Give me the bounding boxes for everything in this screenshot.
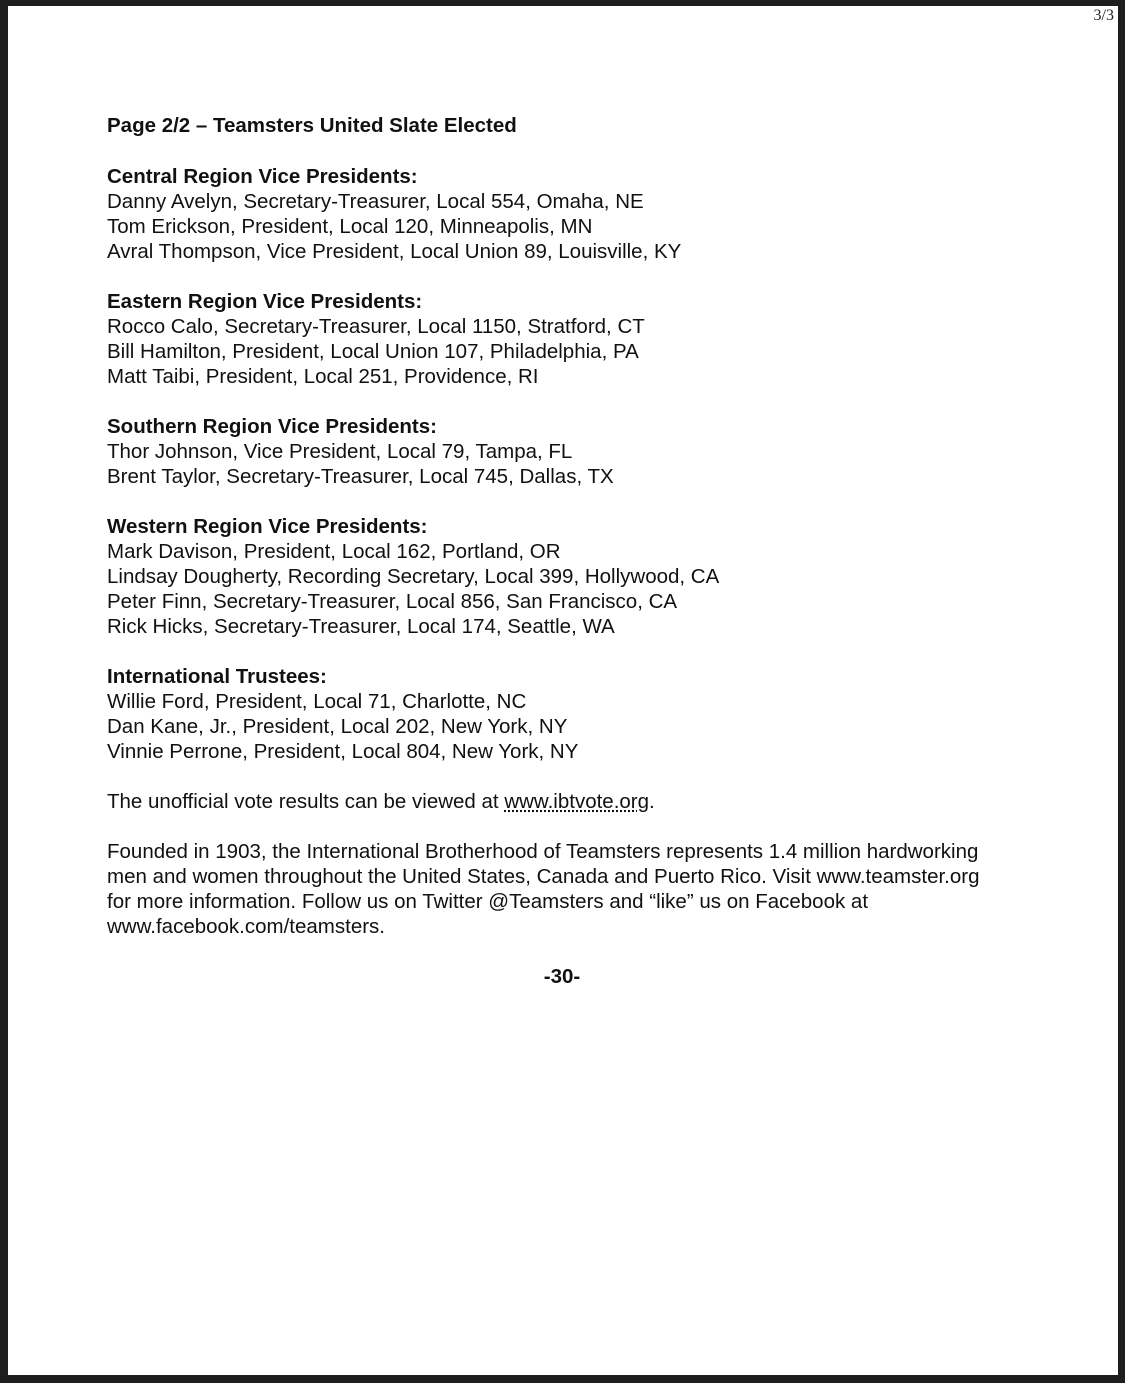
about-paragraph: Founded in 1903, the International Brotherhood of Teamsters represents 1.4 million hardworking men and women throughout the United States, Canada and Puerto Rico. Visit www.teamster.org for more information. Follow us on Twitter @Teamsters and “like” us on Facebook at www.facebook.com/teamsters. [107,840,980,938]
section-central-region [107,164,1007,264]
section-southern-region [107,414,1007,489]
list-item: Bill Hamilton, President, Local Union 107, Philadelphia, PA [107,340,639,363]
section-heading: Eastern Region Vice Presidents: [107,290,423,313]
document-page [8,6,1118,1375]
list-item: Peter Finn, Secretary-Treasurer, Local 856, San Francisco, CA [107,590,678,613]
section-eastern-region [107,289,1007,389]
list-item: Thor Johnson, Vice President, Local 79, Tampa, FL [107,440,573,463]
end-marker: -30- [543,965,581,988]
list-item: Lindsay Dougherty, Recording Secretary, Local 399, Hollywood, CA [107,565,720,588]
list-item: Tom Erickson, President, Local 120, Minneapolis, MN [107,215,593,238]
vote-results-text: The unofficial vote results can be viewed at [107,790,505,813]
list-item: Mark Davison, President, Local 162, Portland, OR [107,540,561,563]
vote-results-paragraph [107,789,1007,814]
section-heading: Central Region Vice Presidents: [107,165,418,188]
list-item: Rocco Calo, Secretary-Treasurer, Local 1150, Stratford, CT [107,315,645,338]
section-international-trustees [107,664,1007,764]
list-item: Avral Thompson, Vice President, Local Union 89, Louisville, KY [107,240,682,263]
section-heading: International Trustees: [107,665,327,688]
document-content [107,113,1007,989]
section-heading: Western Region Vice Presidents: [107,515,428,538]
list-item: Brent Taylor, Secretary-Treasurer, Local 745, Dallas, TX [107,465,614,488]
list-item: Vinnie Perrone, President, Local 804, New York, NY [107,740,579,763]
document-title: Page 2/2 – Teamsters United Slate Elected [107,114,517,137]
list-item: Danny Avelyn, Secretary-Treasurer, Local 554, Omaha, NE [107,190,644,213]
section-western-region [107,514,1007,639]
vote-results-suffix: . [649,790,655,813]
section-heading: Southern Region Vice Presidents: [107,415,437,438]
list-item: Dan Kane, Jr., President, Local 202, New York, NY [107,715,568,738]
list-item: Rick Hicks, Secretary-Treasurer, Local 174, Seattle, WA [107,615,615,638]
vote-results-link[interactable]: www.ibtvote.org [504,790,650,813]
list-item: Matt Taibi, President, Local 251, Providence, RI [107,365,539,388]
list-item: Willie Ford, President, Local 71, Charlotte, NC [107,690,527,713]
page-counter: 3/3 [1093,7,1114,24]
